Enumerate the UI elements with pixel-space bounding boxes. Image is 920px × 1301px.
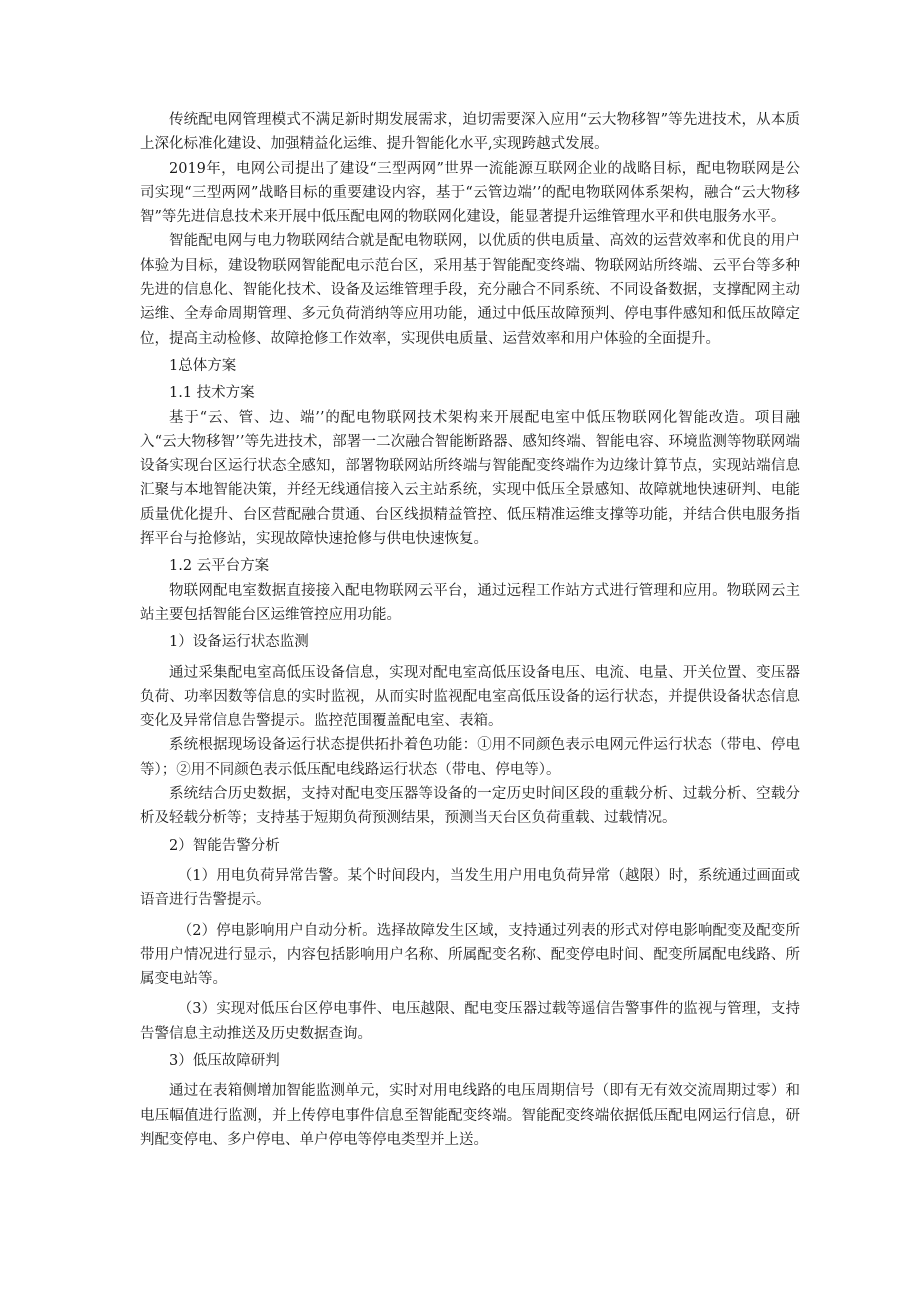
heading-equipment-monitoring: 1）设备运行状态监测 [169, 634, 309, 651]
paragraph-load-alarm: （1）用电负荷异常告警。某个时间段内，当发生用户用电负荷异常（越限）时，系统通过画面或语音进行告警提示。 [140, 867, 800, 909]
heading-overall-plan: 1总体方案 [169, 357, 237, 374]
paragraph-equipment-monitoring: 通过采集配电室高低压设备信息，实现对配电室高低压设备电压、电流、电量、开关位置、变压器负荷、功率因数等信息的实时监视，从而实时监视配电室高低压设备的运行状态，并提供设备状态信息变化及异常信息告警提示。监控范围覆盖配电室、表箱。 [140, 664, 800, 730]
paragraph-topology-coloring: 系统根据现场设备运行状态提供拓扑着色功能：①用不同颜色表示电网元件运行状态（带电、停电等）；②用不同颜色表示低压配电线路运行状态（带电、停电等）。 [140, 737, 800, 778]
paragraph-fault-diagnosis: 通过在表箱侧增加智能监测单元，实时对用电线路的电压周期信号（即有无有效交流周期过零）和电压幅值进行监测，并上传停电事件信息至智能配变终端。智能配变终端依据低压配电网运行信息，研判配变停电、多户停电、单户停电等停电类型并上送。 [140, 1083, 800, 1148]
document-body [140, 108, 800, 1152]
heading-fault-diagnosis: 3）低压故障研判 [169, 1052, 280, 1069]
paragraph-intro: 传统配电网管理模式不满足新时期发展需求，迫切需要深入应用“云大物移智”等先进技术，从本质上深化标准化建设、加强精益化运维、提升智能化水平,实现跨越式发展。 [140, 112, 800, 153]
paragraph-technical-plan: 基于“云、管、边、端’’的配电物联网技术架构来开展配电室中低压物联网化智能改造。项目融入“云大物移智’’等先进技术，部署一二次融合智能断路器、感知终端、智能电容、环境监测等物联网端设备实现台区运行状态全感知，部署物联网站所终端与智能配变终端作为边缘计算节点，实现站端信息汇聚与本地智能决策，并经无线通信接入云主站系统，实现中低压全景感知、故障就地快速研判、电能质量优化提升、台区营配融合贯通、台区线损精益管控、低压精准运维支撑等功能，并结合供电服务指挥平台与抢修站，实现故障快速抢修与供电快速恢复。 [140, 409, 800, 548]
paragraph-smart-grid: 智能配电网与电力物联网结合就是配电物联网，以优质的供电质量、高效的运营效率和优良的用户体验为目标，建设物联网智能配电示范台区，采用基于智能配变终端、物联网站所终端、云平台等多种先进的信息化、智能化技术、设备及运维管理手段，充分融合不同系统、不同设备数据，支撑配网主动运维、全寿命周期管理、多元负荷消纳等应用功能，通过中低压故障预判、停电事件感知和低压故障定位，提高主动检修、故障抢修工作效率，实现供电质量、运营效率和用户体验的全面提升。 [140, 233, 800, 347]
paragraph-2019-strategy: 2019年，电网公司提出了建设“三型两网”世界一流能源互联网企业的战略目标，配电物联网是公司实现“三型两网”战略目标的重要建设内容，基于“云管边端’’的配电物联网体系架构，融合“云大物移智”等先进信息技术来开展中低压配电网的物联网化建设，能显著提升运维管理水平和供电服务水平。 [140, 160, 800, 226]
paragraph-alarm-monitoring: （3）实现对低压台区停电事件、电压越限、配电变压器过载等遥信告警事件的监视与管理，支持告警信息主动推送及历史数据查询。 [140, 1001, 800, 1042]
paragraph-history-analysis: 系统结合历史数据，支持对配电变压器等设备的一定历史时间区段的重载分析、过载分析、空载分析及轻载分析等；支持基于短期负荷预测结果，预测当天台区负荷重载、过载情况。 [140, 786, 800, 827]
heading-cloud-platform-plan: 1.2 云平台方案 [169, 558, 270, 575]
heading-technical-plan: 1.1 技术方案 [169, 385, 255, 402]
heading-smart-alarm: 2）智能告警分析 [169, 837, 280, 854]
paragraph-outage-analysis: （2）停电影响用户自动分析。选择故障发生区域，支持通过列表的形式对停电影响配变及配变所带用户情况进行显示，内容包括影响用户名称、所属配变名称、配变停电时间、配变所属配电线路、所属变电站等。 [140, 922, 800, 988]
paragraph-cloud-platform: 物联网配电室数据直接接入配电物联网云平台，通过远程工作站方式进行管理和应用。物联网云主站主要包括智能台区运维管控应用功能。 [140, 582, 800, 623]
